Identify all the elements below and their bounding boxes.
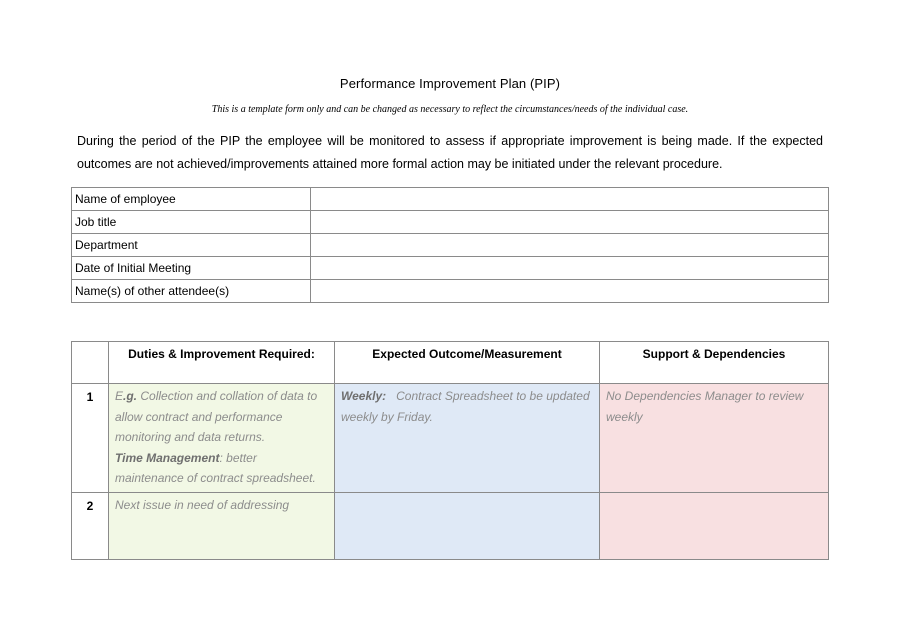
duties-body-2: : better maintenance of contract spreadsheet.: [115, 450, 316, 485]
outcome-cell[interactable]: [335, 493, 600, 560]
duties-cell[interactable]: [109, 493, 335, 560]
table-row: [72, 493, 829, 560]
support-header: Support & Dependencies: [600, 342, 829, 384]
other-attendees-label: Name(s) of other attendee(s): [72, 280, 311, 303]
outcome-body: Contract Spreadsheet to be updated weekly by Friday.: [341, 389, 593, 424]
duties-bold: .g.: [123, 389, 138, 403]
outcome-text: [335, 493, 599, 495]
duties-text: [109, 384, 334, 489]
employee-name-field[interactable]: [311, 188, 829, 211]
intro-paragraph: During the period of the PIP the employee will be monitored to assess if appropriate improvement is being made. If the expected outcomes are not achieved/improvements attained more formal action may be initiated under the relevant procedure.: [77, 134, 823, 171]
table-row: [72, 211, 829, 234]
initial-meeting-date-label: Date of Initial Meeting: [72, 257, 311, 280]
duties-header: Duties & Improvement Required:: [109, 342, 335, 384]
table-row: [72, 188, 829, 211]
outcome-header: Expected Outcome/Measurement: [335, 342, 600, 384]
outcome-cell[interactable]: [335, 384, 600, 493]
page-title: Performance Improvement Plan (PIP): [339, 76, 561, 91]
support-cell[interactable]: [600, 493, 829, 560]
row-number: 1: [72, 384, 109, 493]
employee-name-label: Name of employee: [72, 188, 311, 211]
table-row: [72, 280, 829, 303]
improvement-plan-table: [71, 341, 829, 560]
duties-body: Collection and collation of data to allow contract and performance monitoring and data returns.: [115, 389, 318, 444]
row-number: 2: [72, 493, 109, 560]
job-title-field[interactable]: [311, 211, 829, 234]
employee-details-table: [71, 187, 829, 303]
template-note: This is a template form only and can be changed as necessary to reflect the circumstances/needs of the individual case.: [211, 104, 689, 115]
support-text: [600, 493, 828, 495]
duties-prefix: E: [115, 389, 124, 403]
table-row: [72, 384, 829, 493]
duties-bold-2: Time Management: [115, 450, 220, 465]
other-attendees-field[interactable]: [311, 280, 829, 303]
outcome-text: [335, 384, 599, 427]
table-row: [72, 234, 829, 257]
support-text: No Dependencies Manager to review weekly: [606, 389, 804, 424]
table-header-row: [72, 342, 829, 384]
duties-text: Next issue in need of addressing: [115, 498, 290, 512]
table-row: [72, 257, 829, 280]
support-cell[interactable]: [600, 384, 829, 493]
initial-meeting-date-field[interactable]: [311, 257, 829, 280]
department-label: Department: [72, 234, 311, 257]
job-title-label: Job title: [72, 211, 311, 234]
outcome-bold: Weekly:: [341, 389, 387, 403]
duties-cell[interactable]: [109, 384, 335, 493]
number-header: [72, 342, 109, 384]
department-field[interactable]: [311, 234, 829, 257]
